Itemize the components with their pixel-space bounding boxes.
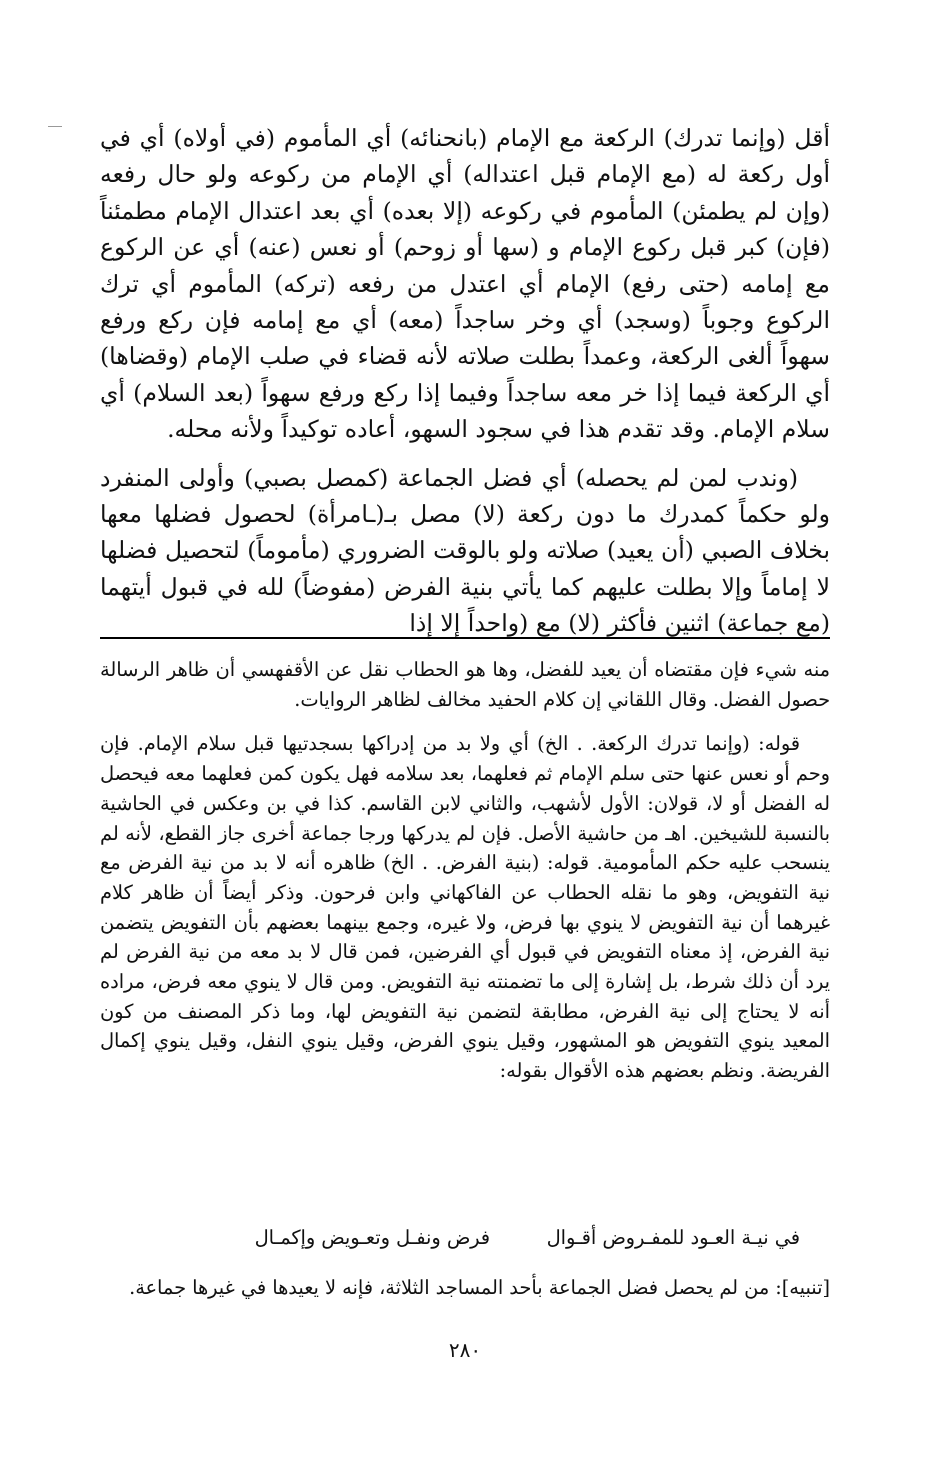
main-text: [100, 120, 830, 642]
margin-mark: [48, 126, 62, 127]
footnote-separator: [100, 637, 830, 639]
verse-second-hemistich: فرض ونفـل وتعـويض وإكمـال: [254, 1226, 490, 1249]
footnote-paragraph-2: قوله: (وإنما تدرك الركعة. . الخ) أي ولا بد من إدراكها بسجدتيها قبل سلام الإمام. فإن وحم أو نعس عنها حتى سلم الإمام ثم فعلهما، بعد سلامه فهل يكون كمن فعلهما معه فيحصل له الفضل أو لا، قولان: الأول لأشهب، والثاني لابن القاسم. كذا في بن وعكس في الحاشية بالنسبة للشيخين. اهـ من حاشية الأصل. فإن لم يدركها ورجا جماعة أخرى جاز القطع، لأنه لم ينسحب عليه حكم المأمومية. قوله: (بنية الفرض. . الخ) ظاهره أنه لا بد من نية الفرض مع نية التفويض، وهو ما نقله الحطاب عن الفاكهاني وابن فرحون. وذكر أيضاً أن ظاهر كلام غيرهما أن نية التفويض لا ينوي بها فرض، ولا غيره، وجمع بينهما بعضهم بأن التفويض يتضمن نية الفرض، إذ معناه التفويض في قبول أي الفرضين، فمن قال لا بد معه من نية الفرض لم يرد أن ذلك شرط، بل إشارة إلى ما تضمنته نية التفويض. ومن قال لا ينوي معه فرض، مراده أنه لا يحتاج إلى نية الفرض، مطابقة لتضمن نية التفويض لها، وما ذكر المصنف من كون المعيد ينوي التفويض هو المشهور، وقيل ينوي الفرض، وقيل ينوي النفل، وقيل ينوي إكمال الفريضة. ونظم بعضهم هذه الأقوال بقوله:: [100, 732, 830, 1083]
main-paragraph-2: (وندب لمن لم يحصله) أي فضل الجماعة (كمصل بصبي) وأولى المنفرد ولو حكماً كمدرك ما دون ركعة (لا) مصل بـ(ـامرأة) لحصول فضلها معها بخلاف الصبي (أن يعيد) صلاته ولو بالوقت الضروري (مأموماً) لتحصيل فضلها لا إماماً وإلا بطلت عليهم كما يأتي بنية الفرض (مفوضاً) لله في قبول أيتهما (مع جماعة) اثنين فأكثر (لا) مع (واحداً إلا إذا: [100, 463, 830, 638]
main-paragraph-1: أقل (وإنما تدرك) الركعة مع الإمام (بانحنائه) أي المأموم (في أولاه) أي في أول ركعة له (مع الإمام قبل اعتداله) أي الإمام من ركوعه ولو حال رفعه (وإن لم يطمئن) المأموم في ركوعه (إلا بعده) أي بعد اعتدال الإمام مطمئناً (فإن) كبر قبل ركوع الإمام و (سها أو زوحم) أو نعس (عنه) أي عن الركوع مع إمامه (حتى رفع) الإمام أي اعتدل من رفعه (تركه) المأموم أي ترك الركوع وجوباً (وسجد) أي وخر ساجداً (معه) أي مع إمامه فإن ركع ورفع سهواً ألغى الركعة، وعمداً بطلت صلاته لأنه قضاء في صلب الإمام (وقضاها) أي الركعة فيما إذا خر معه ساجداً وفيما إذا ركع ورفع سهواً (بعد السلام) أي سلام الإمام. وقد تقدم هذا في سجود السهو، أعاده توكيداً ولأنه محله.: [100, 124, 830, 444]
tanbih-note: [تنبيه]: من لم يحصل فضل الجماعة بأحد المساجد الثلاثة، فإنه لا يعيدها في غيرها جماعة.: [129, 1276, 830, 1299]
page-number: ٢٨٠: [448, 1338, 482, 1362]
footnote-paragraph-1: منه شيء فإن مقتضاه أن يعيد للفضل، وها هو الحطاب نقل عن الأقفهسي أن ظاهر الرسالة حصول الفضل. وقال اللقاني إن كلام الحفيد مخالف لظاهر الروايات.: [100, 658, 830, 711]
verse-first-hemistich: في نيـة العـود للمفـروض أقـوال: [546, 1226, 800, 1249]
footnotes: [100, 655, 830, 1086]
